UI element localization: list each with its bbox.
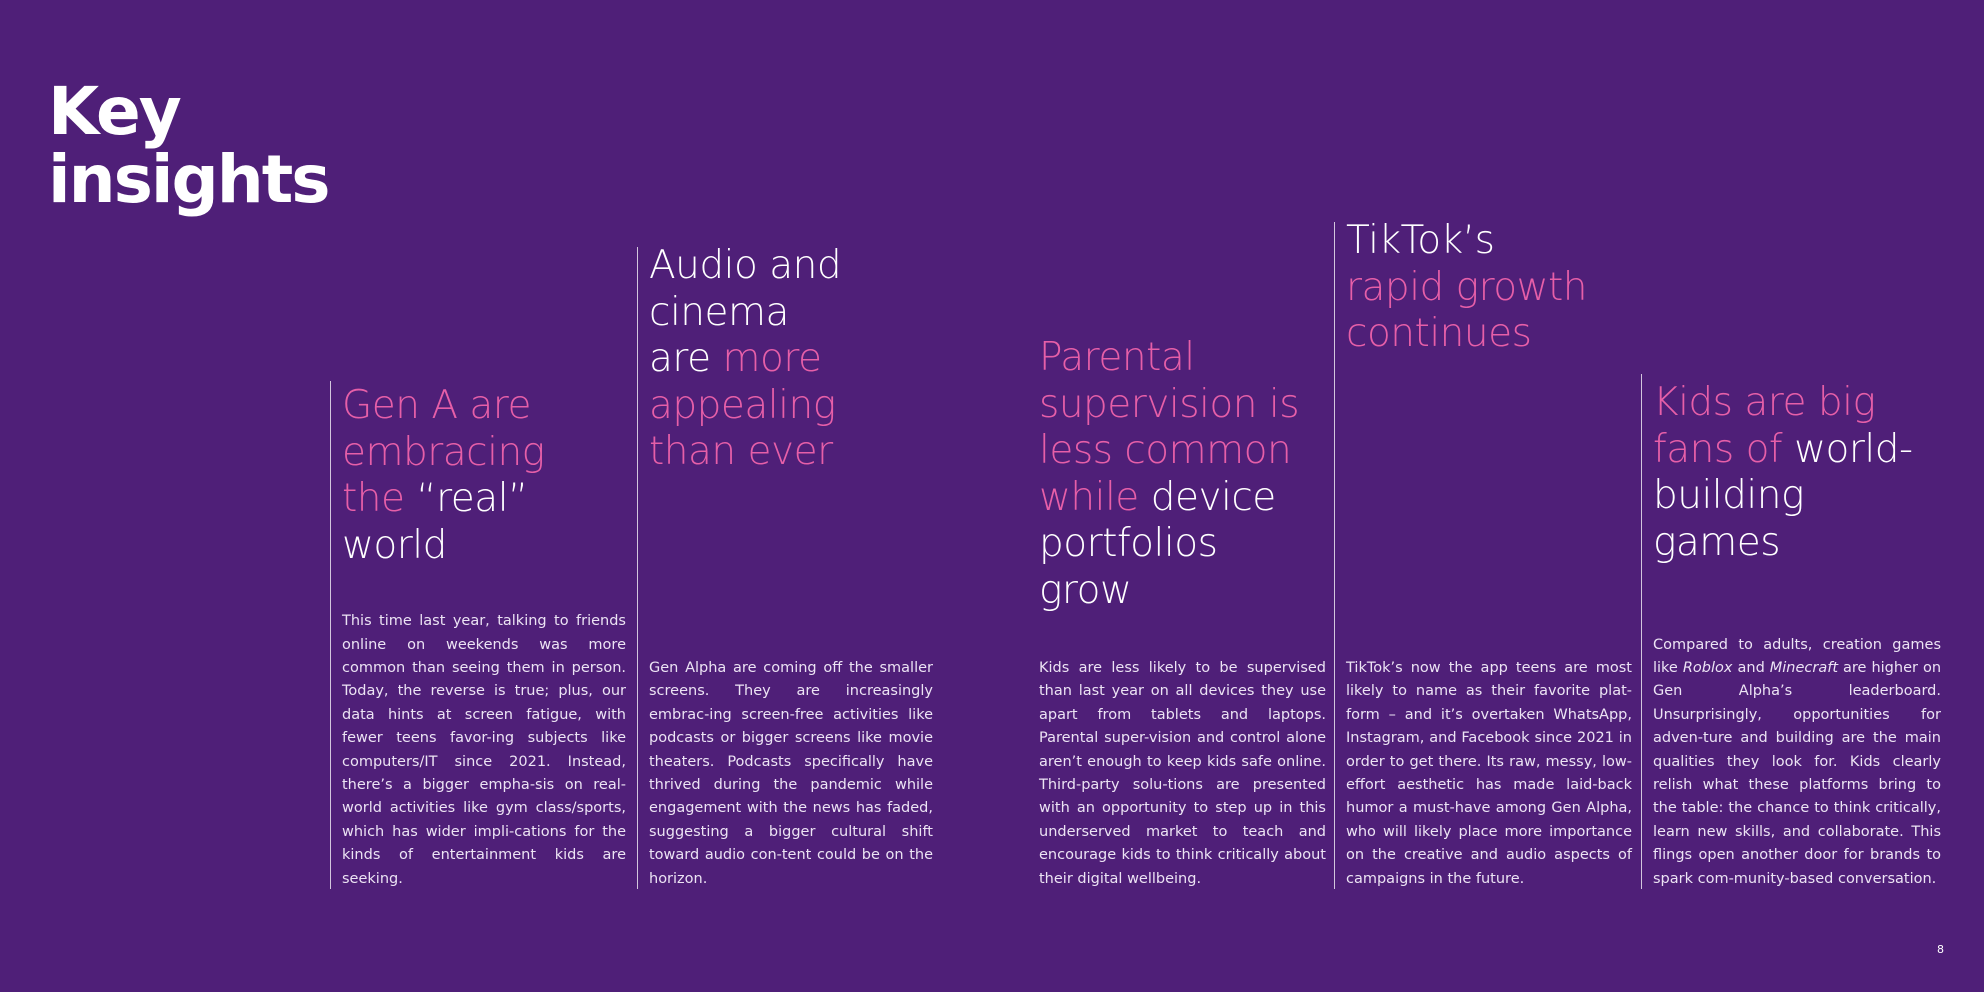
headline-part: appealing: [649, 382, 836, 428]
insight-body: Kids are less likely to be supervised than last year on all devices they use apart from tablets and laptops. Parental super-vision and control alone aren’t enough to keep kids safe online. Third-party solu-tions are presented with an opportunity to step up in this underserved market to teach and encourage kids to think critically about their digital wellbeing.: [1039, 659, 1326, 887]
page-title-line-2: insights: [48, 141, 329, 218]
headline-part: “real”: [416, 476, 528, 521]
headline-part: more: [722, 336, 822, 381]
headline-part: continues: [1346, 311, 1532, 356]
headline-part: Gen A are: [342, 383, 531, 428]
insight-headline: [1653, 380, 1943, 566]
headline-part: rapid growth: [1346, 264, 1588, 310]
headline-part: TikTok’s: [1346, 218, 1495, 263]
headline-part: are: [649, 336, 711, 381]
headline-part: cinema: [649, 289, 789, 335]
insight-tiktok-growth: [1334, 218, 1634, 889]
headline-part: fans of: [1653, 426, 1783, 472]
body-part-game-title: Roblox: [1682, 659, 1733, 676]
insight-body: Gen Alpha are coming off the smaller screens. They are increasingly embrac-ing screen-free activities like podcasts or bigger screens like movie theaters. Podcasts specifically have thrived during the pandemic while engagement with the news has faded, suggesting a bigger cultural shift toward audio con-tent could be on the horizon.: [649, 659, 933, 887]
headline-part: Parental: [1039, 335, 1195, 380]
insight-headline: [1039, 335, 1328, 614]
insight-body: This time last year, talking to friends online on weekends was more common than seeing them in person. Today, the reverse is true; plus, our data hints at screen fatigue, with fewer teens favor-ing subjects like computers/IT since 2021. Instead, there’s a bigger empha-sis on real-world activities like gym class/sports, which has wider impli-cations for the kinds of entertainment kids are seeking.: [342, 613, 626, 887]
insight-parental-supervision: [1028, 335, 1328, 889]
insight-audio-cinema: [637, 243, 935, 889]
headline-part: games: [1653, 519, 1781, 565]
insight-headline: [342, 383, 628, 569]
page-title-line-1: Key: [48, 73, 180, 150]
headline-part: embracing: [342, 429, 545, 475]
insight-world-building-games: [1641, 374, 1943, 889]
body-part: Compared to adults, creation games like: [1653, 636, 1941, 676]
headline-part: device: [1150, 474, 1276, 520]
headline-part: Audio and: [649, 243, 842, 288]
headline-part: less common: [1039, 428, 1292, 473]
headline-part: than ever: [649, 429, 833, 474]
headline-part: Kids are big: [1653, 380, 1876, 425]
insight-real-world: [330, 381, 628, 889]
insight-headline: [1346, 218, 1634, 358]
headline-part: grow: [1039, 567, 1132, 613]
page-title: [48, 73, 329, 218]
insight-body: TikTok’s now the app teens are most likely to name as their favorite plat-form – and it’s overtaken WhatsApp, Instagram, and Facebook since 2021 in order to get there. Its raw, messy, low-effort aesthetic has made laid-back humor a must-have among Gen Alpha, who will likely place more importance on the creative and audio aspects of campaigns in the future.: [1346, 659, 1632, 887]
headline-part: the: [342, 476, 405, 521]
body-part: are higher on Gen Alpha’s leaderboard. Unsurprisingly, opportunities for adven-ture and building are the main qualities they look for. Kids clearly relish what these platforms bring to the table: the chance to think critically, learn new skills, and collaborate. This flings open another door for brands to spark com-munity-based conversation.: [1653, 659, 1942, 887]
page-number: 8: [1937, 943, 1944, 956]
body-part: and: [1732, 659, 1770, 676]
headline-part: world: [342, 522, 447, 568]
headline-part: while: [1039, 474, 1139, 520]
headline-part: portfolios: [1039, 521, 1218, 566]
headline-part: supervision is: [1039, 381, 1300, 427]
insight-headline: [649, 243, 935, 476]
insight-body: [1653, 634, 1941, 891]
body-part-game-title: Minecraft: [1769, 659, 1839, 676]
headline-part: building: [1653, 473, 1804, 518]
headline-part: world-: [1794, 426, 1913, 472]
